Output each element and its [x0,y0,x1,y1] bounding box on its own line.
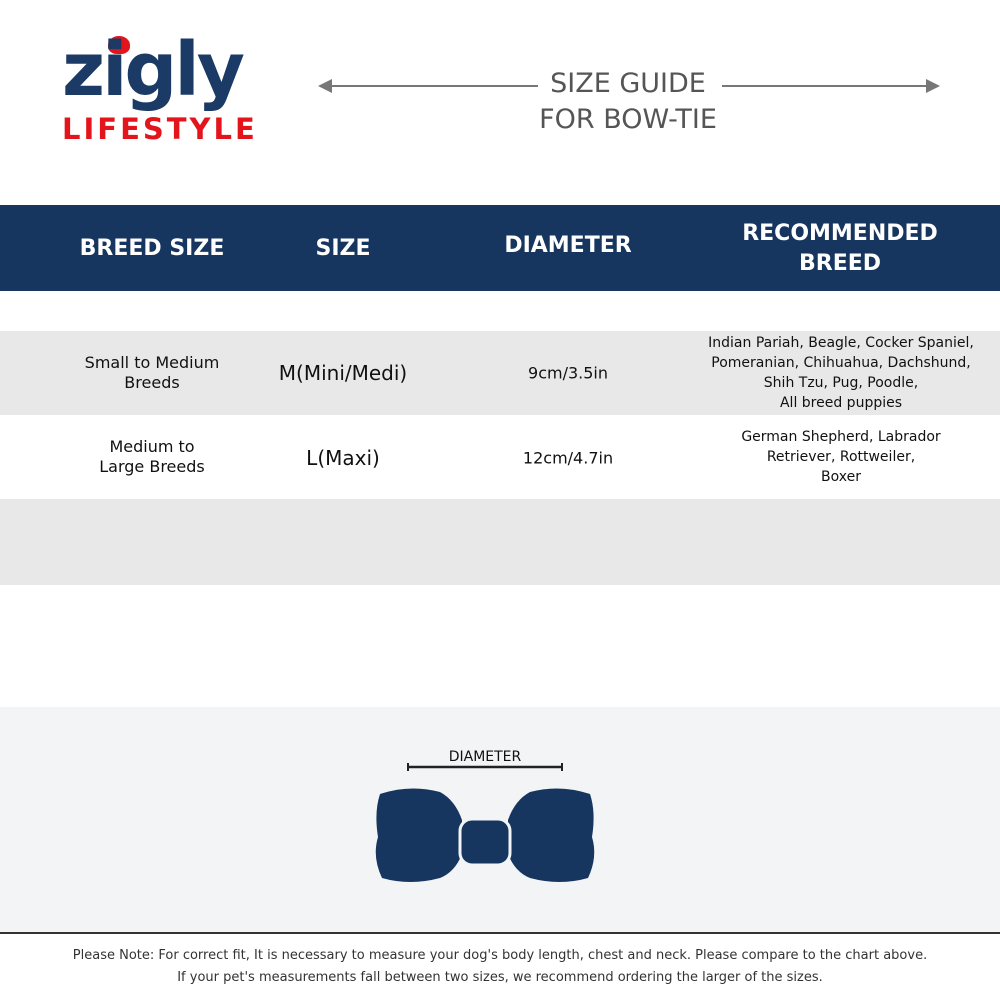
header-size: SIZE [315,236,371,261]
diameter-cell: 9cm/3.5in [528,363,608,383]
page-subtitle: FOR BOW-TIE [539,104,717,135]
logo-subtitle: LIFESTYLE [62,112,258,146]
table-row [0,331,1000,415]
note-line-1: Please Note: For correct fit, It is necessary to measure your dog's body length, chest and neck. Please compare to the chart above. [72,948,928,963]
header-breed-size: BREED SIZE [79,236,225,261]
diagram-panel [0,707,1000,932]
bow-tie-icon [370,762,600,892]
breed-line: Boxer [821,469,861,485]
table-row-empty [0,499,1000,585]
note-line-2: If your pet's measurements fall between two sizes, we recommend ordering the larger of the sizes. [177,970,823,985]
breed-line: Shih Tzu, Pug, Poodle, [763,375,919,391]
recommended-breed-cell [741,427,940,487]
table-row [0,415,1000,499]
breed-size-cell: Medium to Large Breeds [99,437,205,476]
breed-line: All breed puppies [779,395,903,411]
size-cell: L(Maxi) [306,446,380,470]
table-header [0,205,1000,291]
logo: zigly [62,27,243,113]
divider [0,932,1000,934]
size-cell: M(Mini/Medi) [278,361,408,385]
recommended-breed-cell [708,333,974,413]
header-recommended-breed: RECOMMENDED BREED [742,221,938,276]
breed-line: German Shepherd, Labrador [741,429,941,445]
breed-line: Indian Pariah, Beagle, Cocker Spaniel, [708,335,974,351]
breed-size-cell: Small to Medium Breeds [84,353,220,392]
breed-line: Retriever, Rottweiler, [766,449,916,465]
breed-line: Pomeranian, Chihuahua, Dachshund, [711,355,971,371]
diameter-label: DIAMETER [448,749,522,765]
diameter-cell: 12cm/4.7in [522,448,614,468]
header-diameter: DIAMETER [504,233,632,258]
page-title: SIZE GUIDE [550,68,706,99]
